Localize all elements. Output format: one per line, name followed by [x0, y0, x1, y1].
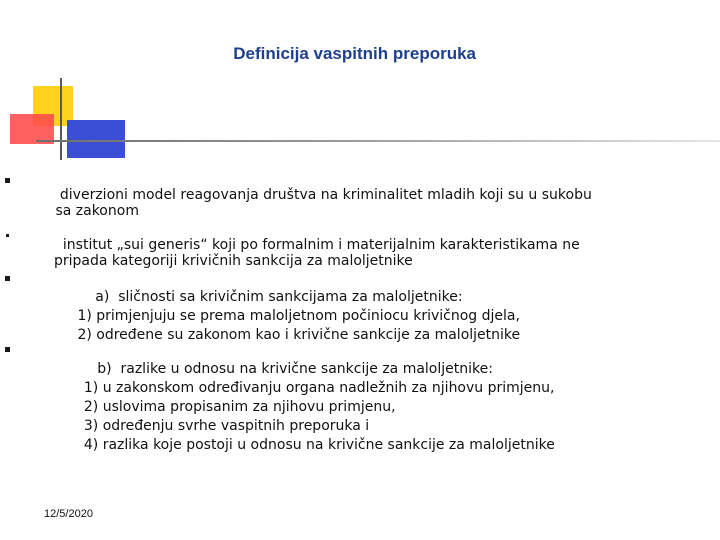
- bullet-1-line-2: sa zakonom: [51, 203, 139, 219]
- bullet-4-line-2: 1) u zakonskom određivanju organa nadležnih za njihovu primjenu,: [75, 380, 555, 396]
- bullet-2-line-1: institut „sui generis“ koji po formalnim i materijalnim karakteristikama ne: [54, 236, 580, 253]
- bullet-marker-2: [6, 234, 9, 237]
- decor-blue-square: [67, 120, 125, 158]
- slide-title: [0, 44, 648, 64]
- bullet-4-line-1: b) razlike u odnosu na krivične sankcije za maloljetnike:: [75, 361, 493, 377]
- bullet-4-line-3: 2) uslovima propisanim za njihovu primjenu,: [75, 399, 396, 415]
- bullet-4-line-5: 4) razlika koje postoji u odnosu na krivične sankcije za maloljetnike: [75, 437, 555, 453]
- bullet-3-line-2: 1) primjenjuju se prema maloljetnom počiniocu krivičnog djela,: [73, 308, 520, 324]
- decor-vertical-line: [60, 78, 62, 160]
- slide-title-text: Definicija vaspitnih preporuka: [233, 44, 476, 63]
- bullet-marker-1: [5, 178, 10, 183]
- bullet-4-line-4: 3) određenju svrhe vaspitnih preporuka i: [75, 418, 370, 434]
- slide-date: 12/5/2020: [44, 508, 93, 520]
- bullet-3-line-1: a) sličnosti sa krivičnim sankcijama za maloljetnike:: [73, 289, 463, 305]
- title-divider-line: [36, 140, 720, 142]
- bullet-1-line-1: diverzioni model reagovanja društva na kriminalitet mladih koji su u sukobu: [51, 186, 592, 203]
- bullet-3-line-3: 2) određene su zakonom kao i krivične sankcije za maloljetnike: [73, 327, 521, 343]
- bullet-marker-4: [5, 347, 10, 352]
- bullet-marker-3: [5, 276, 10, 281]
- bullet-2-line-2: pripada kategoriji krivičnih sankcija za maloljetnike: [54, 253, 413, 269]
- bullet-4-text: [75, 341, 555, 474]
